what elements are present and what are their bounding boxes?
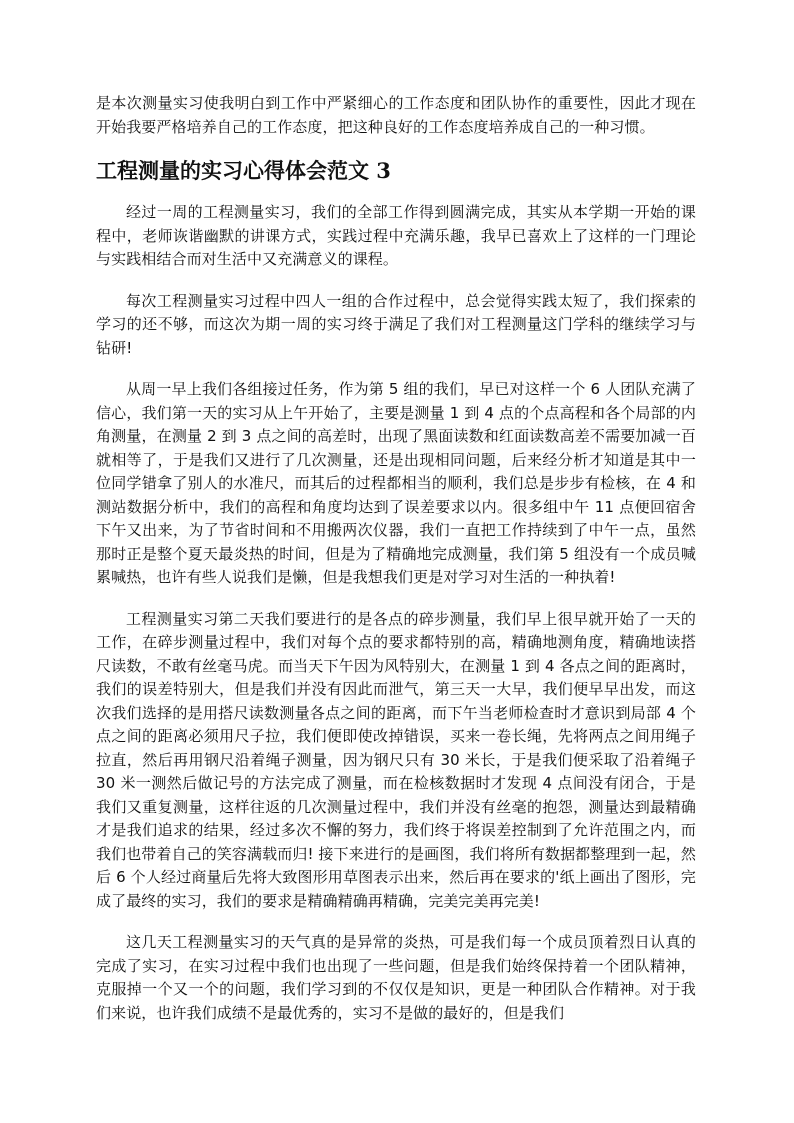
body-paragraph-5: 这几天工程测量实习的天气真的是异常的炎热，可是我们每一个成员顶着烈日认真的完成了实习，在实习过程中我们也出现了一些问题，但是我们始终保持着一个团队精神，克服掉一个又一个的问题，我们学习到的不仅仅是知识，更是一种团队合作精神。对于我们来说，也许我们成绩不是最优秀的，实习不是做的最好的，但是我们 <box>96 933 696 1022</box>
section-heading: 工程测量的实习心得体会范文 3 <box>96 158 391 183</box>
document-page <box>96 92 696 1043</box>
body-paragraph-1: 经过一周的工程测量实习，我们的全部工作得到圆满完成，其实从本学期一开始的课程中，老师诙谐幽默的讲课方式，实践过程中充满乐趣，我早已喜欢上了这样的一门理论与实践相结合而对生活中又充满意义的课程。 <box>96 203 696 268</box>
body-paragraph-2: 每次工程测量实习过程中四人一组的合作过程中，总会觉得实践太短了，我们探索的学习的还不够，而这次为期一周的实习终于满足了我们对工程测量这门学科的继续学习与钻研! <box>96 291 696 357</box>
body-paragraph-4: 工程测量实习第二天我们要进行的是各点的碎步测量，我们早上很早就开始了一天的工作，在碎步测量过程中，我们对每个点的要求都特别的高，精确地测角度，精确地读搭尺读数，不敢有丝毫马虎。而当天下午因为风特别大，在测量 1 到 4 各点之间的距离时，我们的误差特别大，但是我们并没有因此而泄气，第三天一大早，我们便早早出发，而这次我们选择的是用搭尺读数测量各点之间的距离，而下午当老师检查时才意识到局部 4 个点之间的距离必须用尺子拉，我们便即使改掉错误，买来一卷长绳，先将两点之间用绳子拉直，然后再用钢尺沿着绳子测量，因为钢尺只有 30 米长，于是我们便采取了沿着绳子 30 米一测然后做记号的方法完成了测量，而在检核数据时才发现 4 点间没有闭合，于是我们又重复测量，这样往返的几次测量过程中，我们并没有丝毫的抱怨，测量达到最精确才是我们追求的结果，经过多次不懈的努力，我们终于将误差控制到了允许范围之内，而我们也带着自己的笑容满载而归! 接下来进行的是画图，我们将所有数据都整理到一起，然后 6 个人经过商量后先将大致图形用草图表示出来，然后再在要求的'纸上画出了图形，完成了最终的实习，我们的要求是精确精确再精确，完美完美再完美! <box>96 609 696 910</box>
intro-paragraph: 是本次测量实习使我明白到工作中严紧细心的工作态度和团队协作的重要性，因此才现在开始我要严格培养自己的工作态度，把这种良好的工作态度培养成自己的一种习惯。 <box>96 94 696 136</box>
body-paragraph-3: 从周一早上我们各组接过任务，作为第 5 组的我们，早已对这样一个 6 人团队充满了信心，我们第一天的实习从上午开始了，主要是测量 1 到 4 点的个点高程和各个局部的内角测量，在测量 2 到 3 点之间的高差时，出现了黑面读数和红面读数高差不需要加减一百就相等了，于是我们又进行了几次测量，还是出现相同问题，后来经分析才知道是其中一位同学错拿了别人的水准尺，而其后的过程都相当的顺利，我们总是步步有检核，在 4 和测站数据分析中，我们的高程和角度均达到了误差要求以内。很多组中午 11 点便回宿舍下午又出来，为了节省时间和不用搬两次仪器，我们一直把工作持续到了中午一点，虽然那时正是整个夏天最炎热的时间，但是为了精确地完成测量，我们第 5 组没有一个成员喊累喊热，也许有些人说我们是懒，但是我想我们更是对学习对生活的一种执着! <box>96 380 696 586</box>
